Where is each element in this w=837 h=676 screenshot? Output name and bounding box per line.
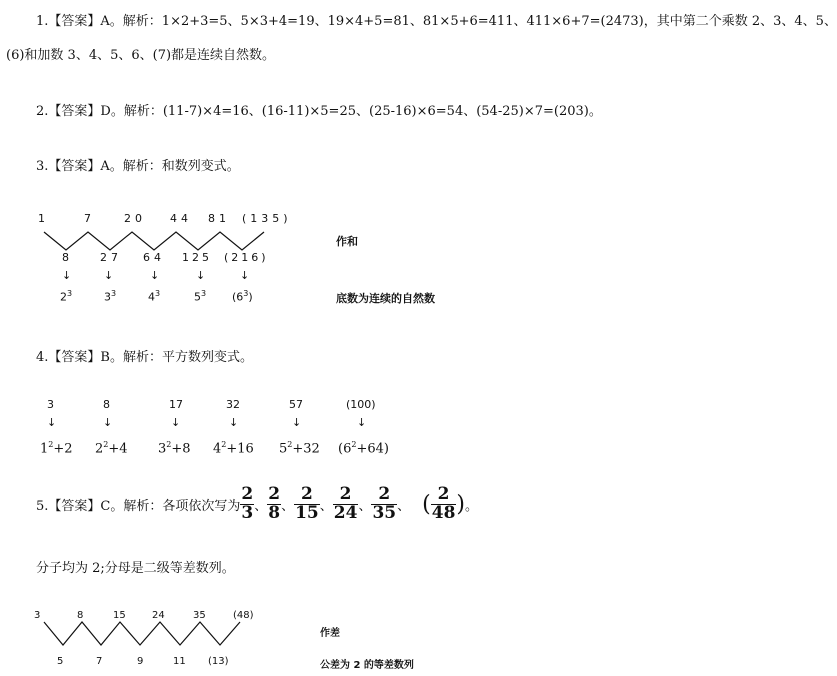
answer-3-line: 3.【答案】A。解析：和数列变式。 — [36, 159, 240, 174]
diagram-3-cube: $(6^3)$ — [232, 289, 253, 304]
diagram-3-cube: $4^3$ — [148, 289, 161, 304]
diagram-3-cube: $2^3$ — [60, 289, 73, 304]
diagram-4-expression: $(6^2+64)$ — [338, 440, 389, 457]
separator: 、 — [254, 498, 268, 514]
diagram-5-bottom-term: 5 — [57, 656, 64, 667]
diagram-3-top-term: (135) — [242, 212, 292, 225]
diagram-3-label-base: 底数为连续的自然数 — [336, 292, 435, 305]
diagram-3-middle-term: 27 — [100, 251, 122, 264]
fraction: $\frac{2}{24}$ — [333, 483, 358, 523]
answer-5-prefix: 5.【答案】C。解析：各项依次写为 — [36, 498, 241, 514]
diagram-5-top-term: 35 — [193, 610, 206, 621]
down-arrow-icon: ↓ — [150, 269, 160, 282]
diagram-3-cube: $3^3$ — [104, 289, 117, 304]
diagram-3-label-sum: 作和 — [336, 235, 358, 248]
diagram-5-top-term: 24 — [152, 610, 165, 621]
diagram-4-term: 3 — [47, 398, 54, 411]
diagram-4-term: 8 — [103, 398, 110, 411]
separator: 、 — [397, 498, 411, 514]
diagram-5-bottom-term: (13) — [208, 656, 229, 667]
diagram-4-expression: $4^2+16$ — [213, 440, 254, 457]
separator: 、 — [281, 498, 295, 514]
separator: 、 — [319, 498, 333, 514]
diagram-4-term: 32 — [226, 398, 240, 411]
diagram-4-expression: $5^2+32$ — [279, 440, 320, 457]
answer-2-line: 2.【答案】D。解析：(11-7)×4=16、(16-11)×5=25、(25-16)×6=54、(54-25)×7=(203)。 — [36, 104, 602, 119]
diagram-4-expression: $3^2+8$ — [158, 440, 191, 457]
fraction: $\frac{2}{35}$ — [372, 483, 397, 523]
fraction: $\frac{2}{15}$ — [295, 483, 319, 523]
down-arrow-icon: ↓ — [62, 269, 72, 282]
answer-4-line: 4.【答案】B。解析：平方数列变式。 — [36, 350, 253, 365]
diagram-4-term: 57 — [289, 398, 303, 411]
diagram-3-middle-term: (216) — [224, 251, 269, 264]
down-arrow-icon: ↓ — [196, 269, 206, 282]
answer-1-line-1: 1.【答案】A。解析：1×2+3=5、5×3+4=19、19×4+5=81、81×5+6=411、411×6+7=(2473)，其中第二个乘数 2、3、4、5、 — [36, 14, 837, 29]
diagram-5-label-diff: 作差 — [320, 628, 340, 639]
diagram-3-top-term: 81 — [208, 212, 230, 225]
down-arrow-icon: ↓ — [47, 416, 57, 429]
down-arrow-icon: ↓ — [104, 269, 114, 282]
diagram-5-bottom-term: 9 — [137, 656, 144, 667]
answer-fraction: $\frac{2}{48}$ — [431, 483, 456, 523]
diagram-3-top-term: 7 — [84, 212, 91, 225]
paren-open: ( — [422, 491, 431, 517]
diagram-5-bottom-term: 7 — [96, 656, 103, 667]
down-arrow-icon: ↓ — [103, 416, 113, 429]
down-arrow-icon: ↓ — [292, 416, 302, 429]
down-arrow-icon: ↓ — [240, 269, 250, 282]
answer-1-line-2: (6)和加数 3、4、5、6、(7)都是连续自然数。 — [6, 48, 276, 63]
diagram-3-top-term: 20 — [124, 212, 146, 225]
diagram-3-middle-term: 8 — [62, 251, 69, 264]
diagram-3-cube: $5^3$ — [194, 289, 207, 304]
paren-close: ) — [456, 491, 465, 517]
down-arrow-icon: ↓ — [357, 416, 367, 429]
diagram-3-top-term: 1 — [38, 212, 45, 225]
diagram-5-top-term: 8 — [77, 610, 84, 621]
diagram-5-label-ap: 公差为 2 的等差数列 — [320, 660, 414, 671]
down-arrow-icon: ↓ — [229, 416, 239, 429]
diagram-4-term: (100) — [346, 398, 376, 411]
fraction: $\frac{2}{8}$ — [268, 483, 281, 523]
separator: 、 — [358, 498, 372, 514]
diagram-3-middle-term: 125 — [182, 251, 212, 264]
answer-5-note: 分子均为 2;分母是二级等差数列。 — [36, 561, 235, 576]
fraction: $\frac{2}{3}$ — [241, 483, 254, 523]
diagram-4-expression: $1^2+2$ — [40, 440, 73, 457]
diagram-3-top-term: 44 — [170, 212, 192, 225]
diagram-3-middle-term: 64 — [143, 251, 165, 264]
period: 。 — [465, 498, 479, 514]
diagram-4-term: 17 — [169, 398, 183, 411]
diagram-5-bottom-term: 11 — [173, 656, 186, 667]
down-arrow-icon: ↓ — [171, 416, 181, 429]
diagram-4-expression: $2^2+4$ — [95, 440, 128, 457]
diagram-5-top-term: 3 — [34, 610, 41, 621]
diagram-5-top-term: 15 — [113, 610, 126, 621]
diagram-5-top-term: (48) — [233, 610, 254, 621]
